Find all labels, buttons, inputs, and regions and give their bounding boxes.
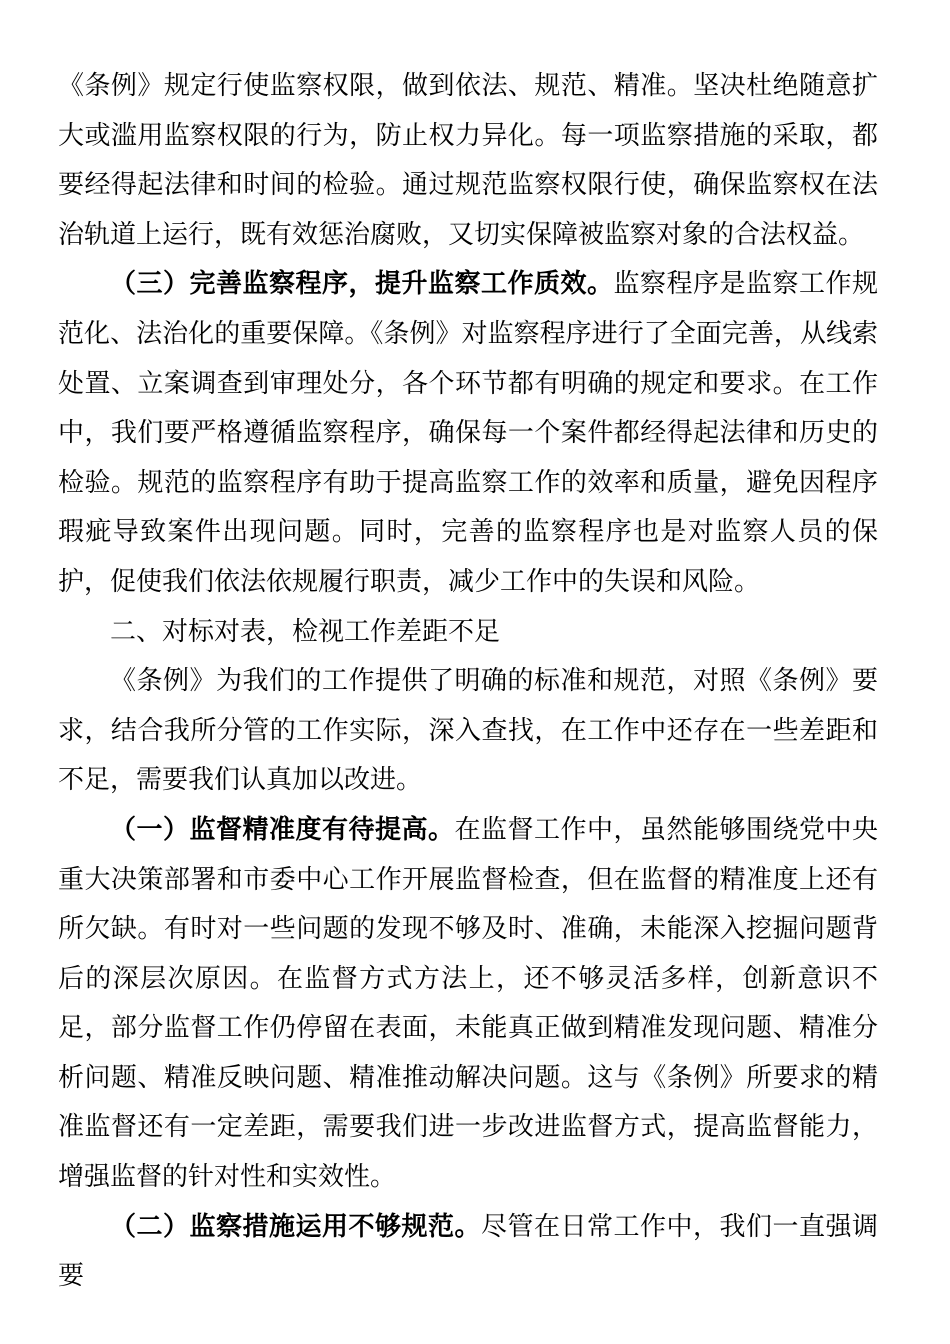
paragraph-5-text: 在监督工作中，虽然能够围绕党中央重大决策部署和市委中心工作开展监督检查，但在监督的精准度上还有所欠缺。有时对一些问题的发现不够及时、准确，未能深入挖掘问题背后的深层次原因。在监督方式方法上，还不够灵活多样，创新意识不足，部分监督工作仍停留在表面，未能真正做到精准发现问题、精准分析问题、精准反映问题、精准推动解决问题。这与《条例》所要求的精准监督还有一定差距，需要我们进一步改进监督方式，提高监督能力，增强监督的针对性和实效性。 xyxy=(58,814,878,1193)
chapter-heading-2-text: 二、对标对表，检视工作差距不足 xyxy=(110,616,501,647)
paragraph-1-text: 《条例》规定行使监察权限，做到依法、规范、精准。坚决杜绝随意扩大或滥用监察权限的行为，防止权力异化。每一项监察措施的采取，都要经得起法律和时间的检验。通过规范监察权限行使，确保监察权在法治轨道上运行，既有效惩治腐败，又切实保障被监察对象的合法权益。 xyxy=(58,71,878,250)
section-heading-1: （一）监督精准度有待提高。 xyxy=(110,814,455,845)
paragraph-6 xyxy=(58,1203,878,1302)
paragraph-2 xyxy=(58,260,878,607)
chapter-heading-2 xyxy=(58,608,878,658)
paragraph-4 xyxy=(58,657,878,806)
paragraph-1 xyxy=(58,62,878,260)
paragraph-5 xyxy=(58,806,878,1203)
document-page xyxy=(58,62,878,1302)
section-heading-3: （三）完善监察程序，提升监察工作质效。 xyxy=(110,269,614,300)
paragraph-2-text: 监察程序是监察工作规范化、法治化的重要保障。《条例》对监察程序进行了全面完善，从线索处置、立案调查到审理处分，各个环节都有明确的规定和要求。在工作中，我们要严格遵循监察程序，确保每一个案件都经得起法律和历史的检验。规范的监察程序有助于提高监察工作的效率和质量，避免因程序瑕疵导致案件出现问题。同时，完善的监察程序也是对监察人员的保护，促使我们依法依规履行职责，减少工作中的失误和风险。 xyxy=(58,269,878,597)
paragraph-4-text: 《条例》为我们的工作提供了明确的标准和规范，对照《条例》要求，结合我所分管的工作实际，深入查找，在工作中还存在一些差距和不足，需要我们认真加以改进。 xyxy=(58,666,878,796)
paragraph-6-text: 尽管在日常工作中，我们一直强调要 xyxy=(58,1211,878,1292)
section-heading-2: （二）监察措施运用不够规范。 xyxy=(110,1211,481,1242)
